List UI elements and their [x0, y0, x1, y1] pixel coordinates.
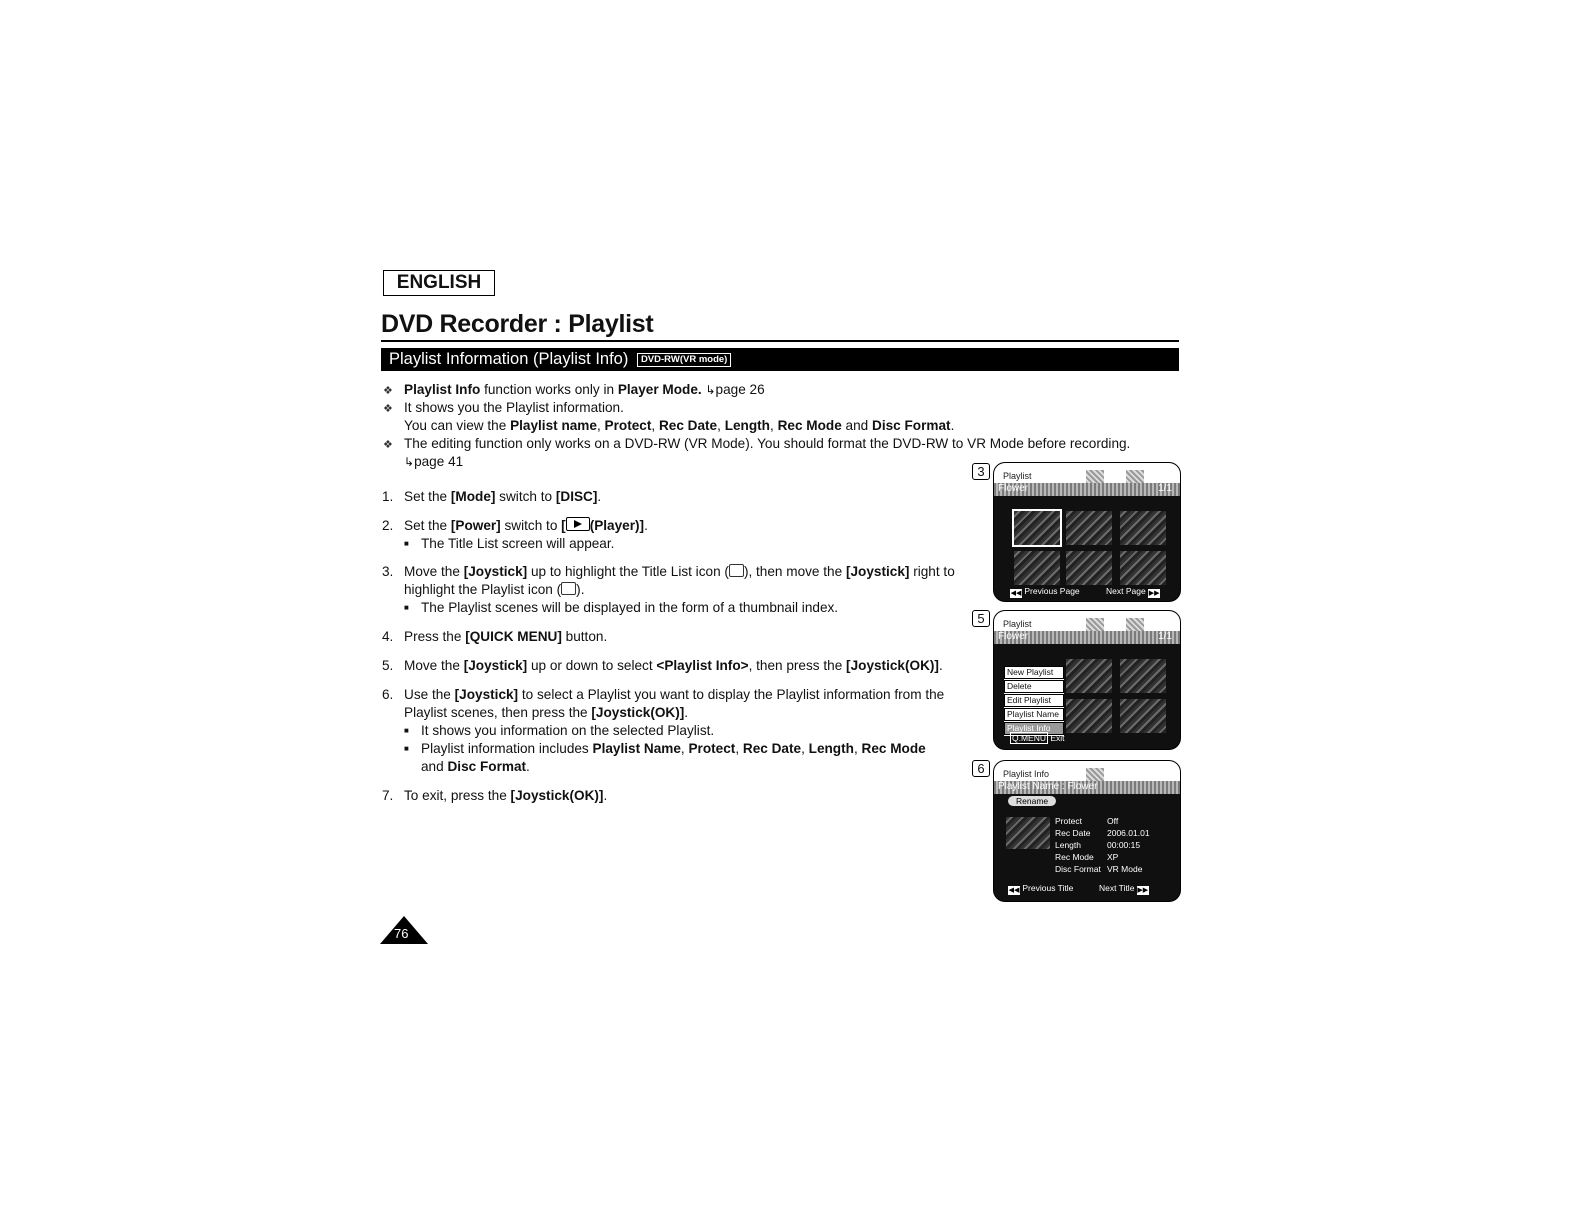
diamond-bullet-icon: ❖ [383, 385, 393, 397]
rewind-icon: ◀◀ [1008, 887, 1020, 894]
exit-button[interactable]: Q.MENU Exit [1012, 733, 1065, 743]
step-3-note: ■ The Playlist scenes will be displayed in the form of a thumbnail index. [404, 600, 839, 615]
step-2: 2. Set the [Power] switch to [ (Player)]. [382, 518, 648, 533]
bullet-2: ❖ It shows you the Playlist information. [383, 399, 1183, 418]
figure-3-number: 3 [972, 463, 990, 480]
playlist-name-label: Playlist Name : Flower [998, 781, 1098, 792]
player-mode-icon [566, 517, 590, 531]
step-5: 5. Move the [Joystick] up or down to select <Playlist Info>, then press the [Joystick(OK)]. [382, 658, 943, 673]
info-label-protect: Protect [1055, 816, 1082, 826]
step-6-note-1: ■ It shows you information on the selected Playlist. [404, 723, 715, 738]
fast-forward-icon: ▶▶ [1148, 590, 1160, 597]
language-label: ENGLISH [383, 270, 495, 296]
diamond-bullet-icon: ❖ [383, 403, 393, 415]
title-list-tab-icon [1086, 470, 1104, 484]
screen-playlist-thumbnails [993, 462, 1181, 602]
figure-5-number: 5 [972, 610, 990, 627]
screen-quick-menu [993, 610, 1181, 750]
section-heading [381, 348, 1179, 371]
next-title-button[interactable]: Next Title ▶▶ [1099, 883, 1149, 894]
info-value-protect: Off [1107, 816, 1119, 826]
info-value-rec-date: 2006.01.01 [1107, 828, 1150, 838]
thumbnail[interactable] [1120, 511, 1166, 545]
thumbnail[interactable] [1066, 699, 1112, 733]
step-6-note-2-cont: and Disc Format. [421, 759, 530, 774]
screen-header: Playlist [1003, 619, 1032, 629]
previous-page-button[interactable]: ◀◀ Previous Page [1010, 586, 1080, 597]
page-ref-icon: ↳ [404, 455, 415, 469]
menu-item-playlist-name[interactable]: Playlist Name [1004, 708, 1064, 721]
previous-title-button[interactable]: ◀◀ Previous Title [1008, 883, 1074, 894]
diamond-bullet-icon: ❖ [383, 439, 393, 451]
next-page-button[interactable]: Next Page ▶▶ [1106, 586, 1160, 597]
qmenu-key: Q.MENU [1012, 733, 1046, 743]
info-label-rec-date: Rec Date [1055, 828, 1091, 838]
mode-badge: DVD-RW(VR mode) [637, 353, 731, 367]
rename-button[interactable]: Rename [1008, 796, 1056, 806]
page-counter: 1/1 [1158, 483, 1172, 494]
playlist-tab-icon [1086, 768, 1104, 782]
title-list-tab-icon [1086, 618, 1104, 632]
info-value-disc-format: VR Mode [1107, 864, 1143, 874]
figure-6-number: 6 [972, 760, 990, 777]
page-number: 76 [394, 926, 409, 941]
step-2-note: ■ The Title List screen will appear. [404, 536, 615, 551]
page-ref-icon: ↳ [705, 383, 716, 397]
playlist-icon [561, 582, 576, 595]
thumbnail[interactable] [1120, 659, 1166, 693]
page-title: DVD Recorder : Playlist [381, 310, 654, 338]
thumbnail[interactable] [1066, 659, 1112, 693]
quick-menu [1004, 666, 1064, 736]
page-ref-link[interactable]: page 26 [715, 382, 765, 397]
step-4: 4. Press the [QUICK MENU] button. [382, 629, 608, 644]
thumbnail[interactable] [1066, 551, 1112, 585]
title-divider [381, 340, 1179, 342]
menu-item-playlist-info[interactable]: Playlist Info [1004, 722, 1064, 735]
step-1: 1. Set the [Mode] switch to [DISC]. [382, 489, 602, 504]
page-counter: 1/1 [1158, 631, 1172, 642]
thumbnail[interactable] [1120, 699, 1166, 733]
title-list-icon [729, 564, 744, 577]
thumbnail[interactable] [1014, 551, 1060, 585]
screen-header: Playlist [1003, 471, 1032, 481]
info-label-disc-format: Disc Format [1055, 864, 1101, 874]
playlist-name: Flower [998, 631, 1029, 642]
playlist-name: Flower [998, 483, 1029, 494]
info-label-length: Length [1055, 840, 1081, 850]
step-3: 3. Move the [Joystick] up to highlight the Title List icon ( ), then move the [Joystick] right to highlight the Playlist icon ( ). [382, 564, 955, 597]
step-6-note-2: ■ Playlist information includes Playlist Name, Protect, Rec Date, Length, Rec Mode [404, 741, 926, 756]
rewind-icon: ◀◀ [1010, 590, 1022, 597]
screen-playlist-info [993, 760, 1181, 902]
playlist-tab-icon [1126, 618, 1144, 632]
info-value-rec-mode: XP [1107, 852, 1119, 862]
menu-item-delete[interactable]: Delete [1004, 680, 1064, 693]
menu-item-new-playlist[interactable]: New Playlist [1004, 666, 1064, 679]
fast-forward-icon: ▶▶ [1137, 887, 1149, 894]
playlist-tab-icon [1126, 470, 1144, 484]
bullet-3: ❖ The editing function only works on a DVD-RW (VR Mode). You should format the DVD-RW to VR Mode before recording. [383, 435, 1183, 454]
thumbnail[interactable] [1120, 551, 1166, 585]
page-ref-link[interactable]: page 41 [414, 454, 464, 469]
info-value-length: 00:00:15 [1107, 840, 1141, 850]
info-label-rec-mode: Rec Mode [1055, 852, 1094, 862]
menu-item-edit-playlist[interactable]: Edit Playlist [1004, 694, 1064, 707]
playlist-thumbnail [1006, 817, 1050, 849]
bullet-1: ❖ Playlist Info function works only in Player Mode. ↳page 26 [383, 381, 1183, 400]
step-7: 7. To exit, press the [Joystick(OK)]. [382, 788, 608, 803]
step-6: 6. Use the [Joystick] to select a Playlist you want to display the Playlist information from the Playlist scenes, then press the [Joystick(OK)]. [382, 687, 945, 720]
section-title: Playlist Information (Playlist Info) [389, 350, 629, 368]
bullet-3-ref [404, 453, 463, 471]
thumbnail-selected[interactable] [1014, 511, 1060, 545]
screen-header: Playlist Info [1003, 769, 1050, 779]
thumbnail[interactable] [1066, 511, 1112, 545]
bullet-2-continuation: You can view the Playlist name, Protect, Rec Date, Length, Rec Mode and Disc Format. [404, 418, 955, 433]
